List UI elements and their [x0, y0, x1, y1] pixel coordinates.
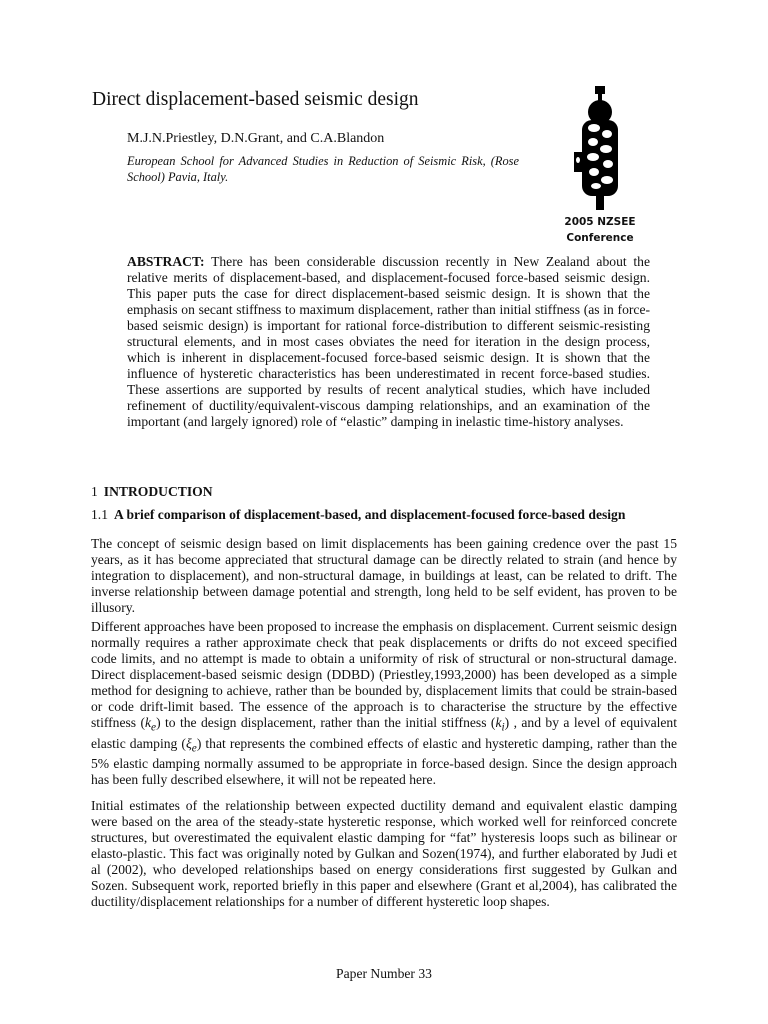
subsection-number: 1.1 [91, 507, 108, 522]
conference-label [560, 214, 640, 246]
section-title: INTRODUCTION [103, 484, 213, 499]
paragraph-2-part-b: ) to the design displacement, rather than the initial stiffness ( [156, 715, 496, 730]
affiliation: European School for Advanced Studies in Reduction of Seismic Risk, (Rose School) Pavia, Italy. [127, 154, 519, 184]
conference-logo [560, 86, 640, 246]
section-number: 1 [91, 484, 98, 499]
symbol-ki-sub: i [501, 721, 505, 734]
section-heading [91, 484, 213, 500]
paragraph-3: Initial estimates of the relationship between expected ductility demand and equivalent elastic damping were based on the area of the steady-state hysteretic response, which worked well for reinforced concrete structures, but overestimated the equivalent elastic damping for “fat” hysteresis loops such as bilinear or elasto-plastic. This fact was originally noted by Gulkan and Sozen(1974), and further elaborated by Judi et al (2002), who developed relationships based on energy considerations first suggested by Gulkan and Sozen. Subsequent work, reported briefly in this paper and elsewhere (Grant et al,2004), has calibrated the ductility/displacement relationships for a number of different hysteretic loop shapes. [91, 798, 677, 909]
conference-line-2: Conference [566, 232, 634, 244]
symbol-xi: ξ [185, 735, 192, 751]
paragraph-2-part-a: Different approaches have been proposed to increase the emphasis on displacement. Current seismic design normally requires a rather approximate check that peak displacements or drifts do not exceed specified code limits, and no attempt is made to obtain a uniformity of risk of structural or non-structural damage. Direct displacement-based seismic design (DDBD) (Priestley,1993,2000) has been developed as a simple method for designing to achieve, rather than be bounded by, displacement limits that could be strain-based or code drift-limit based. The essence of the approach is to characterise the structure by the effective stiffness ( [91, 619, 677, 730]
abstract-label: ABSTRACT: [127, 254, 205, 269]
symbol-ke-sub: e [151, 721, 157, 734]
authors: M.J.N.Priestley, D.N.Grant, and C.A.Blandon [127, 131, 385, 146]
symbol-ke: k [145, 715, 152, 730]
paragraph-2 [91, 619, 677, 788]
conference-line-1: 2005 NZSEE [564, 216, 636, 228]
paper-title: Direct displacement-based seismic design [92, 89, 419, 110]
subsection-heading [91, 507, 625, 523]
symbol-xi-sub: e [191, 742, 197, 755]
nzsee-logo-icon [572, 86, 628, 210]
symbol-ki: k [495, 715, 502, 730]
subsection-title: A brief comparison of displacement-based, and displacement-focused force-based design [114, 507, 626, 522]
paragraph-2-part-c: ) , and by a level of equivalent elastic damping ( [91, 715, 677, 751]
paragraph-1: The concept of seismic design based on limit displacements has been gaining credence over the past 15 years, as it has become appreciated that structural damage can be directly related to strain (and hence by integration to displacement), and non-structural damage, in buildings at least, can be related to drift. The inverse relationship between damage potential and strength, long held to be self evident, has proven to be illusory. [91, 536, 677, 615]
paragraph-2-part-d: ) that represents the combined effects of elastic and hysteretic damping, rather than the 5% elastic damping normally assumed to be appropriate in force-based design. Since the design approach has been fully described elsewhere, it will not be repeated here. [91, 735, 677, 788]
abstract-text: There has been considerable discussion recently in New Zealand about the relative merits of displacement-based, and displacement-focused force-based seismic design. This paper puts the case for direct displacement-based seismic design. It is shown that the emphasis on secant stiffness to maximum displacement, rather than initial stiffness (as in force-based seismic design) is important for rational force-distribution to different seismic-resisting structural elements, and in most cases obviates the need for iteration in the design process, which is inherent in displacement-focused force-based seismic design. It is shown that the influence of hysteretic characteristics has been underestimated in recent force-based studies. These assertions are supported by results of recent analytical studies, which have included refinement of ductility/equivalent-viscous damping relationships, and an examination of the important (and largely ignored) role of “elastic” damping in inelastic time-history analyses. [127, 254, 650, 429]
paper-number: Paper Number 33 [336, 966, 432, 981]
abstract [127, 254, 650, 430]
